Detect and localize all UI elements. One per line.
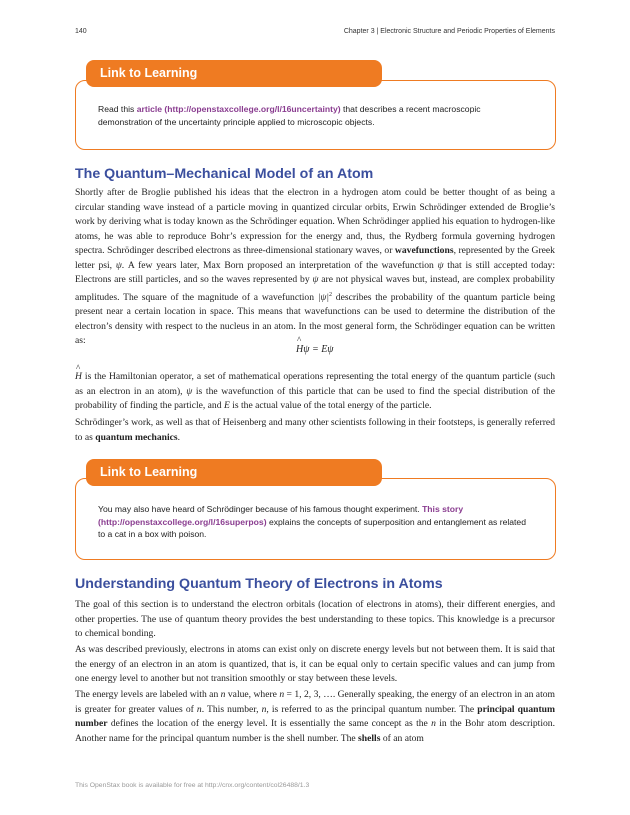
paragraph-schrodinger: Shortly after de Broglie published his ideas that the electron in a hydrogen atom could be better thought of as being a circular standing wave instead of a particle moving in quantized circular orbits, Erwin Schrödinger extended de Broglie’s work by deriving what is today known as the Schrödinger equation. When Schrödinger applied his equation to hydrogen-like atoms, he was able to reproduce Bohr’s expression for the energy and, thus, the Rydberg formula governing hydrogen spectra. Schrödinger described electrons as three-dimensional stationary waves, or wavefunctions, represented by the Greek letter psi, ψ. A few years later, Max Born proposed an interpretation of the wavefunction ψ that is still accepted today: Electrons are still particles, and so the waves represented by ψ are not physical waves but, instead, are complex probability amplitudes. The square of the magnitude of a wavefunction $|\psi|^2$ describes the probability of the quantum particle being present near a certain location in space. This means that wavefunctions can be used to determine the distribution of the electron’s density with respect to the nucleus in an atom. In the most general form, the Schrödinger equation can be written as: [75,187,556,347]
paragraph-quantum-mechanics: Schrödinger’s work, as well as that of Heisenberg and many other scientists following in their footsteps, is generally referred to as quantum mechanics. [75,417,555,443]
chapter-title: Chapter 3 | Electronic Structure and Periodic Properties of Elements [343,28,555,35]
paragraph-energy-levels: As was described previously, electrons in atoms can exist only on discrete energy levels but not between them. It is said that the energy of an electron in an atom is quantized, that is, it can be equal only to certain specific values and can jump from one energy level to another but not transition smoothly or stay between these levels. [75,644,555,684]
link-to-learning-tab-2: Link to Learning [86,459,382,486]
page-number: 140 [75,28,87,35]
paragraph-principal-quantum-number: The energy levels are labeled with an n value, where n = 1, 2, 3, …. Generally speaking, the energy of an electron in an atom is greater for greater values of n. This number, n, is referred to as the principal quantum number. The principal quantum number defines the location of the energy level. It is essentially the same concept as the n in the Bohr atom description. Another name for the principal quantum number is the shell number. The shells of an atom [75,689,555,744]
paragraph-goal: The goal of this section is to understand the electron orbitals (location of electrons in atoms), their different energies, and other properties. The use of quantum theory provides the best understanding to these topics. This knowledge is a precursor to chemical bonding. [75,599,555,639]
section-heading-quantum-model: The Quantum–Mechanical Model of an Atom [75,166,374,182]
paragraph-hamiltonian: ^ H is the Hamiltonian operator, a set of mathematical operations representing the total energy of the quantum particle (such as an electron in an atom), ψ is the wavefunction of this particle that can be used to find the special distribution of the probability of finding the particle, and E is the actual value of the total energy of the particle. [75,370,555,414]
link-to-learning-text-2: You may also have heard of Schrödinger because of his famous thought experiment. This story (http://openstaxcollege.org/l/16superpos) explains the concepts of superposition and entanglement as related to a cat in a box with poison. [98,504,526,539]
page-footer: This OpenStax book is available for free at http://cnx.org/content/col26488/1.3 [75,782,310,789]
schrodinger-equation: ^ Hψ = Eψ [296,344,334,355]
link-to-learning-tab: Link to Learning [86,60,382,87]
link-to-learning-box-2 [75,478,556,560]
uncertainty-article-link[interactable]: article (http://openstaxcollege.org/l/16uncertainty) [136,104,341,114]
section-heading-quantum-theory: Understanding Quantum Theory of Electrons in Atoms [75,576,443,592]
superposition-story-link[interactable]: This story (http://openstaxcollege.org/l/16superpos) [98,504,464,527]
link-to-learning-box [75,80,556,150]
link-to-learning-text: Read this article (http://openstaxcollege.org/l/16uncertainty) that describes a recent macroscopic demonstration of the uncertainty principle applied to microscopic objects. [98,104,481,127]
